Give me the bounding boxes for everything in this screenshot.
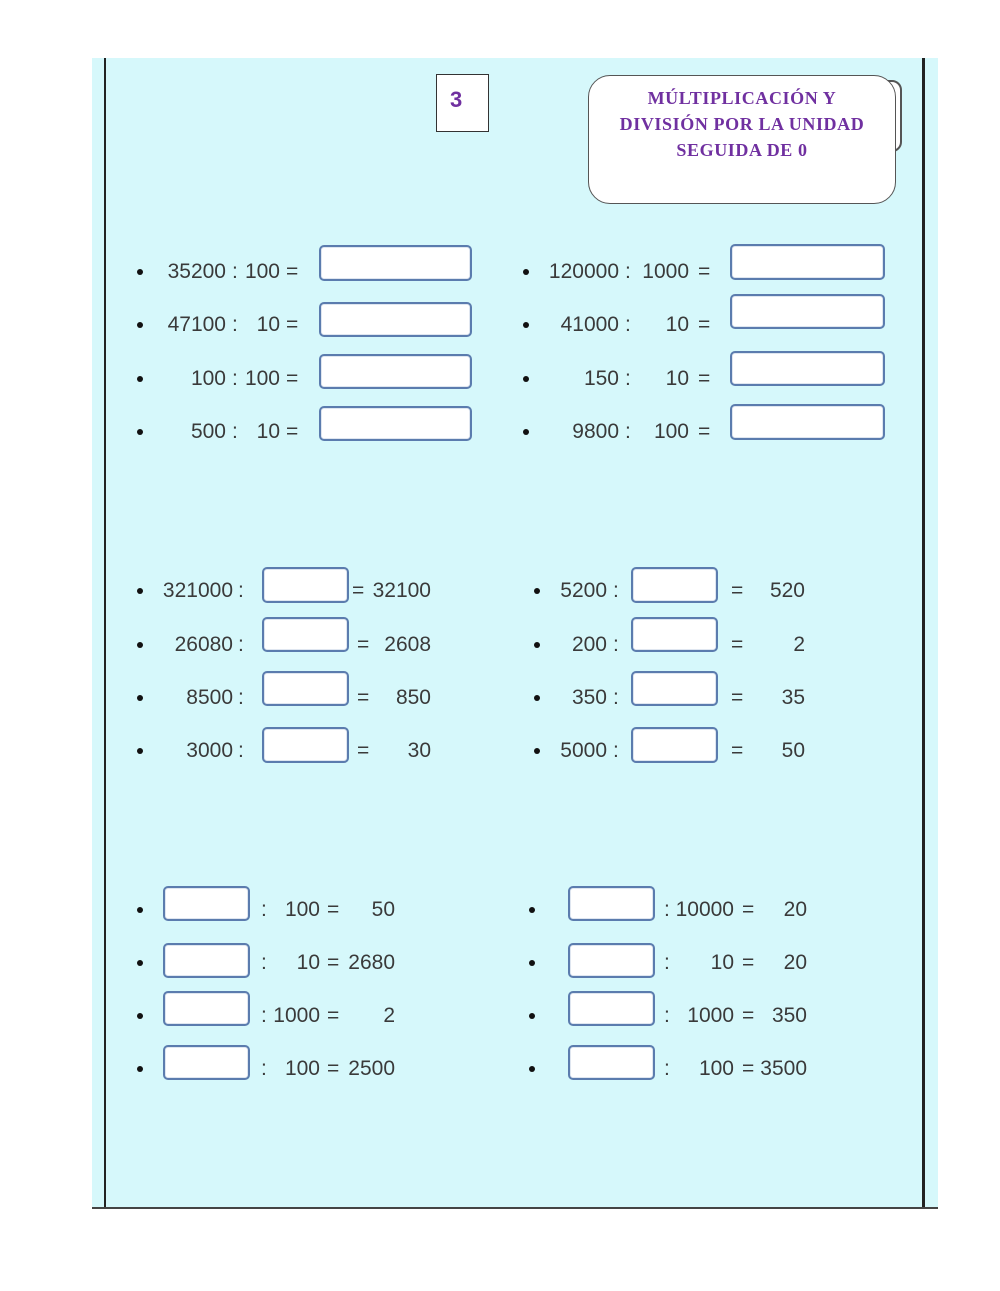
answer-box[interactable] [730,404,885,440]
divisor: 100 [653,420,689,443]
dividend: 150 [583,367,619,390]
divide-sign: : [261,951,267,974]
title-line: SEGUIDA DE 0 [676,140,808,160]
answer-box[interactable] [730,294,885,329]
dividend-answer-box[interactable] [568,991,655,1026]
divisor: 10 [665,367,689,390]
equals-sign: = [731,579,744,602]
quotient: 2 [383,1004,395,1027]
quotient: 50 [371,898,395,921]
divisor: 10000 [675,898,734,921]
dividend: 200 [571,633,607,656]
equals-sign: = [731,739,744,762]
page-number: 3 [450,87,463,112]
bullet [523,322,529,328]
divide-sign: : [232,313,238,336]
equals-sign: = [731,686,744,709]
title-line: DIVISIÓN POR LA UNIDAD [619,114,865,134]
divisor-answer-box[interactable] [631,567,718,603]
divide-sign: : [232,367,238,390]
divisor: 1000 [273,1004,320,1027]
title-line: MÚLTIPLICACIÓN Y [647,88,837,108]
exercise-row [0,630,1000,660]
divide-sign: : [613,579,619,602]
equals-sign: = [286,260,299,283]
equals-sign: = [742,1004,755,1027]
dividend: 5200 [560,579,607,602]
exercise-row [0,364,1000,394]
divisor: 100 [244,367,280,390]
equals-sign: = [698,313,711,336]
equals-sign: = [327,898,340,921]
divisor: 1000 [642,260,689,283]
page-number-box [436,74,489,132]
quotient: 2680 [348,951,395,974]
equals-sign: = [357,633,370,656]
dividend: 120000 [548,260,619,283]
equals-sign: = [698,260,711,283]
equals-sign: = [327,1004,340,1027]
dividend: 35200 [167,260,226,283]
dividend-answer-box[interactable] [568,943,655,978]
dividend: 47100 [167,313,226,336]
divisor-answer-box[interactable] [631,671,718,706]
divide-sign: : [238,579,244,602]
quotient: 2500 [348,1057,395,1080]
divide-sign: : [664,1004,670,1027]
dividend-answer-box[interactable] [568,1045,655,1080]
exercise-row [0,310,1000,340]
quotient: 32100 [372,579,431,602]
dividend: 9800 [572,420,619,443]
exercise-row [0,1001,1000,1031]
equals-sign: = [327,1057,340,1080]
exercise-row [0,895,1000,925]
exercise-row [0,576,1000,606]
quotient: 20 [783,951,807,974]
equals-sign: = [352,579,365,602]
bullet [529,1066,535,1072]
divisor: 10 [256,420,280,443]
equals-sign: = [286,313,299,336]
divide-sign: : [232,420,238,443]
divide-sign: : [664,898,670,921]
quotient: 35 [781,686,805,709]
divisor: 10 [296,951,320,974]
divide-sign: : [625,420,631,443]
divisor: 10 [710,951,734,974]
dividend: 350 [571,686,607,709]
divide-sign: : [261,1004,267,1027]
equals-sign: = [286,420,299,443]
dividend: 26080 [174,633,233,656]
quotient: 520 [769,579,805,602]
bullet [529,1013,535,1019]
divide-sign: : [232,260,238,283]
equals-sign: = [698,420,711,443]
dividend: 321000 [162,579,233,602]
divide-sign: : [261,898,267,921]
divide-sign: : [238,686,244,709]
equals-sign: = [286,367,299,390]
divide-sign: : [625,313,631,336]
dividend: 500 [190,420,226,443]
bullet [529,907,535,913]
exercise-row [0,1054,1000,1084]
bottom-border-line [92,1207,938,1209]
dividend: 100 [190,367,226,390]
divide-sign: : [613,633,619,656]
divide-sign: : [261,1057,267,1080]
quotient: 350 [771,1004,807,1027]
exercise-row [0,417,1000,447]
divisor: 100 [284,1057,320,1080]
bullet [529,960,535,966]
quotient: 20 [783,898,807,921]
quotient: 3500 [760,1057,807,1080]
equals-sign: = [731,633,744,656]
exercise-row [0,257,1000,287]
divisor: 100 [244,260,280,283]
quotient: 30 [407,739,431,762]
quotient: 850 [395,686,431,709]
equals-sign: = [327,951,340,974]
divisor: 10 [256,313,280,336]
divide-sign: : [664,1057,670,1080]
equals-sign: = [357,686,370,709]
exercise-row [0,683,1000,713]
divisor: 100 [284,898,320,921]
divide-sign: : [238,633,244,656]
exercise-row [0,948,1000,978]
bullet [523,376,529,382]
title-box [588,75,896,204]
bullet [523,429,529,435]
dividend: 8500 [186,686,233,709]
divisor-answer-box[interactable] [631,617,718,652]
divide-sign: : [664,951,670,974]
quotient: 50 [781,739,805,762]
equals-sign: = [742,1057,755,1080]
quotient: 2 [793,633,805,656]
answer-box[interactable] [730,351,885,386]
divide-sign: : [625,367,631,390]
equals-sign: = [742,951,755,974]
divisor: 10 [665,313,689,336]
divide-sign: : [238,739,244,762]
quotient: 2608 [384,633,431,656]
equals-sign: = [698,367,711,390]
dividend: 3000 [186,739,233,762]
divisor-answer-box[interactable] [631,727,718,763]
dividend: 5000 [560,739,607,762]
equals-sign: = [357,739,370,762]
dividend: 41000 [560,313,619,336]
divide-sign: : [625,260,631,283]
dividend-answer-box[interactable] [568,886,655,921]
exercise-row [0,736,1000,766]
divisor: 1000 [687,1004,734,1027]
divide-sign: : [613,739,619,762]
equals-sign: = [742,898,755,921]
divisor: 100 [698,1057,734,1080]
bullet [523,269,529,275]
divide-sign: : [613,686,619,709]
answer-box[interactable] [730,244,885,280]
